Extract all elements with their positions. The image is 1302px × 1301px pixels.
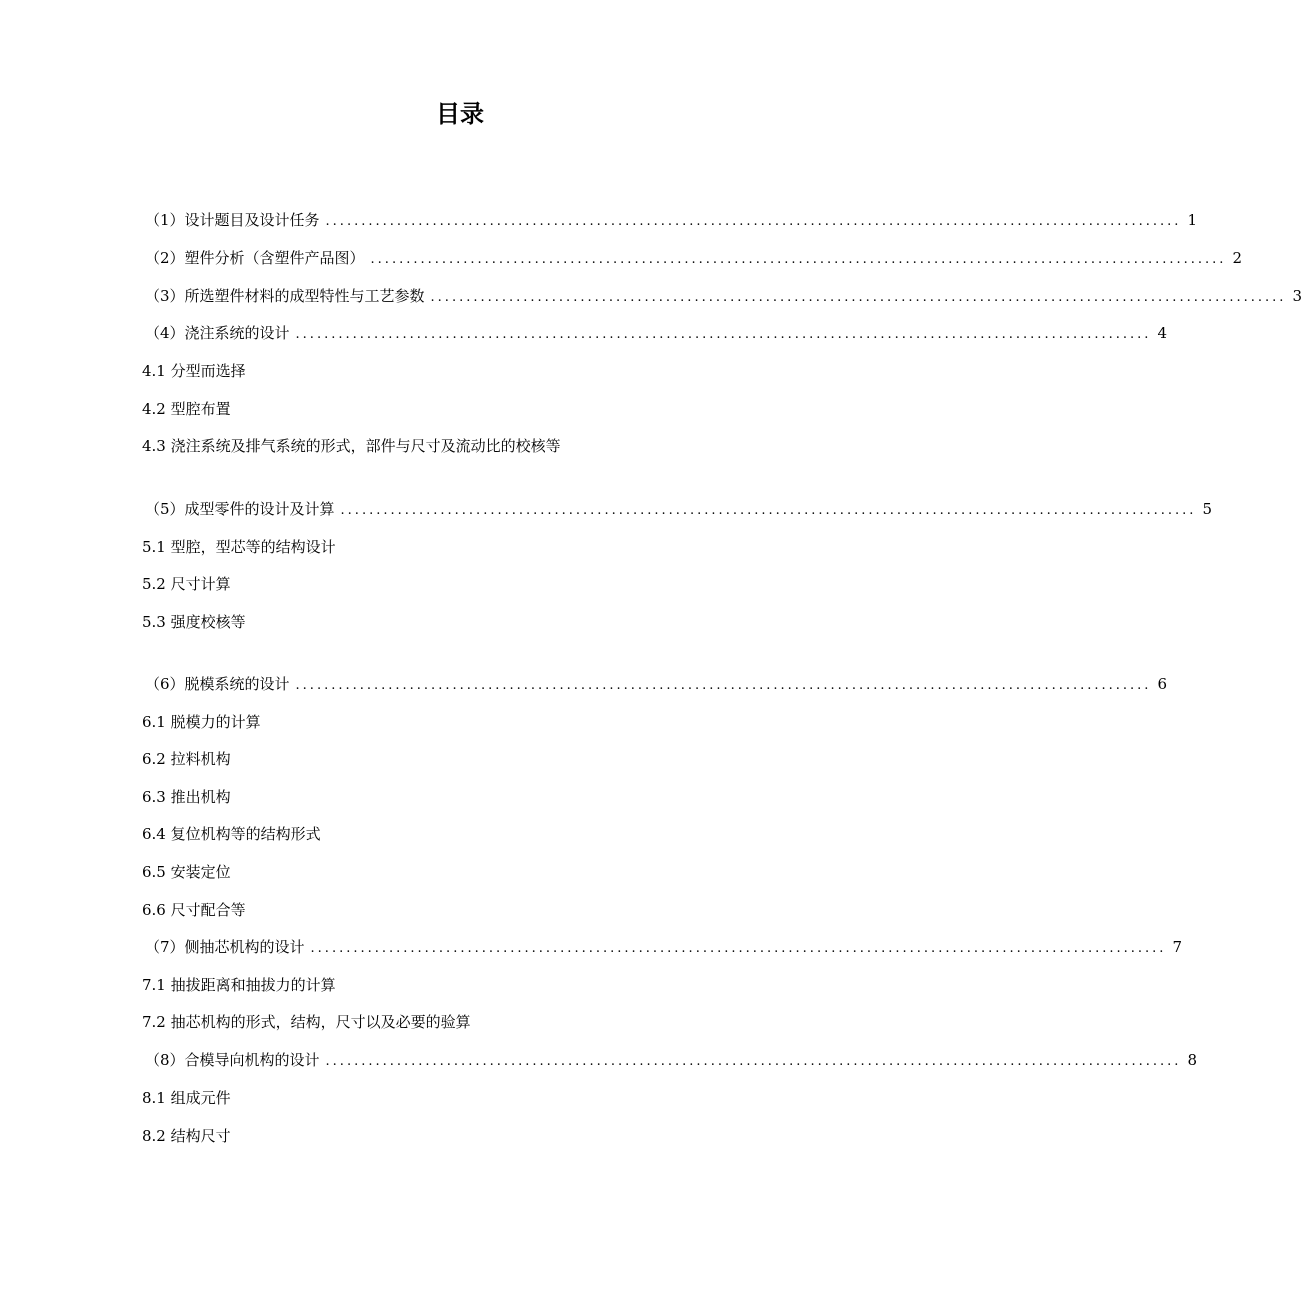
toc-subentry[interactable]: 4.1 分型而选择 <box>142 362 246 380</box>
toc-entry-page: 7 <box>1172 938 1182 956</box>
toc-subentry[interactable]: 6.6 尺寸配合等 <box>142 901 246 919</box>
toc-entry-label: （5）成型零件的设计及计算 <box>145 500 335 518</box>
toc-entry-page: 1 <box>1187 211 1197 229</box>
toc-entry-page: 6 <box>1157 675 1167 693</box>
toc-subentry[interactable]: 7.1 抽拔距离和抽拔力的计算 <box>142 976 336 994</box>
toc-entry[interactable] <box>145 1048 1197 1072</box>
toc-entry[interactable] <box>145 208 1197 232</box>
dot-leader: ........................................................................................................................ <box>295 678 1152 693</box>
toc-entry-page: 8 <box>1187 1051 1197 1069</box>
toc-subentry[interactable]: 6.5 安装定位 <box>142 863 231 881</box>
toc-entry-label: （7）侧抽芯机构的设计 <box>145 938 305 956</box>
dot-leader: ........................................................................................................................ <box>325 1054 1182 1069</box>
toc-subentry[interactable]: 5.1 型腔，型芯等的结构设计 <box>142 538 336 556</box>
toc-subentry[interactable]: 4.3 浇注系统及排气系统的形式，部件与尺寸及流动比的校核等 <box>142 437 561 455</box>
dot-leader: ........................................................................................................................ <box>295 327 1152 342</box>
toc-subentry[interactable]: 6.2 拉料机构 <box>142 750 231 768</box>
toc-entry[interactable] <box>145 284 1302 308</box>
toc-subentry[interactable]: 5.3 强度校核等 <box>142 613 246 631</box>
toc-subentry[interactable]: 5.2 尺寸计算 <box>142 575 231 593</box>
toc-entry-page: 5 <box>1202 500 1212 518</box>
toc-entry-label: （4）浇注系统的设计 <box>145 324 290 342</box>
toc-entry[interactable] <box>145 672 1167 696</box>
toc-entry-label: （3）所选塑件材料的成型特性与工艺参数 <box>145 287 425 305</box>
toc-entry-label: （1）设计题目及设计任务 <box>145 211 320 229</box>
toc-subentry[interactable]: 6.4 复位机构等的结构形式 <box>142 825 321 843</box>
toc-entry[interactable] <box>145 497 1212 521</box>
toc-entry-page: 4 <box>1157 324 1167 342</box>
toc-entry[interactable] <box>145 935 1182 959</box>
toc-subentry[interactable]: 8.2 结构尺寸 <box>142 1127 231 1145</box>
page-title: 目录 <box>436 100 484 128</box>
toc-subentry[interactable]: 8.1 组成元件 <box>142 1089 231 1107</box>
dot-leader: ........................................................................................................................ <box>325 214 1182 229</box>
toc-subentry[interactable]: 6.1 脱模力的计算 <box>142 713 261 731</box>
toc-entry-label: （6）脱模系统的设计 <box>145 675 290 693</box>
toc-entry-page: 3 <box>1292 287 1302 305</box>
toc-entry-label: （8）合模导向机构的设计 <box>145 1051 320 1069</box>
toc-subentry[interactable]: 7.2 抽芯机构的形式，结构，尺寸以及必要的验算 <box>142 1013 471 1031</box>
dot-leader: ........................................................................................................................ <box>370 252 1227 267</box>
dot-leader: ........................................................................................................................ <box>340 503 1197 518</box>
toc-subentry[interactable]: 6.3 推出机构 <box>142 788 231 806</box>
toc-entry-label: （2）塑件分析（含塑件产品图） <box>145 249 365 267</box>
dot-leader: ........................................................................................................................ <box>310 941 1167 956</box>
dot-leader: ........................................................................................................................ <box>430 290 1287 305</box>
toc-entry[interactable] <box>145 246 1242 270</box>
toc-entry-page: 2 <box>1232 249 1242 267</box>
toc-subentry[interactable]: 4.2 型腔布置 <box>142 400 231 418</box>
toc-entry[interactable] <box>145 321 1167 345</box>
